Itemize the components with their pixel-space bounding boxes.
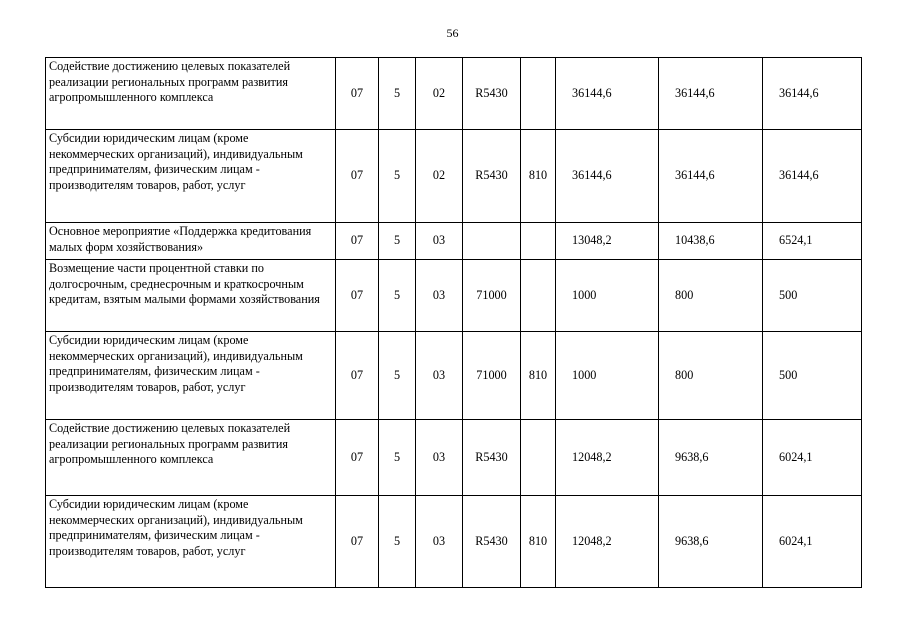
section-cell: 07 bbox=[336, 130, 379, 223]
target-item-cell: R5430 bbox=[463, 420, 521, 496]
expense-type-cell: 810 bbox=[521, 130, 556, 223]
row-name-cell: Содействие достижению целевых показателей реализации региональных программ развития агропромышленного комплекса bbox=[46, 420, 336, 496]
amount-year1-cell: 1000 bbox=[556, 332, 659, 420]
row-name-cell: Содействие достижению целевых показателей реализации региональных программ развития агропромышленного комплекса bbox=[46, 58, 336, 130]
section-cell: 07 bbox=[336, 58, 379, 130]
target-item-cell: R5430 bbox=[463, 58, 521, 130]
expense-type-cell bbox=[521, 223, 556, 260]
target-item-cell: R5430 bbox=[463, 130, 521, 223]
target-item-cell: 71000 bbox=[463, 260, 521, 332]
table-row bbox=[46, 420, 862, 496]
expense-type-cell: 810 bbox=[521, 496, 556, 588]
row-name-cell: Субсидии юридическим лицам (кроме некоммерческих организаций), индивидуальным предпринимателям, физическим лицам - производителям товаров, работ, услуг bbox=[46, 332, 336, 420]
table-row bbox=[46, 130, 862, 223]
table-row bbox=[46, 223, 862, 260]
program-code-cell: 03 bbox=[416, 496, 463, 588]
section-cell: 07 bbox=[336, 420, 379, 496]
program-code-cell: 03 bbox=[416, 260, 463, 332]
amount-year3-cell: 6024,1 bbox=[763, 496, 862, 588]
section-cell: 07 bbox=[336, 260, 379, 332]
amount-year2-cell: 9638,6 bbox=[659, 420, 763, 496]
amount-year1-cell: 12048,2 bbox=[556, 420, 659, 496]
table-row bbox=[46, 58, 862, 130]
program-code-cell: 03 bbox=[416, 332, 463, 420]
program-code-cell: 02 bbox=[416, 130, 463, 223]
section-cell: 07 bbox=[336, 496, 379, 588]
amount-year3-cell: 6024,1 bbox=[763, 420, 862, 496]
subsection-cell: 5 bbox=[379, 223, 416, 260]
row-name-cell: Субсидии юридическим лицам (кроме некоммерческих организаций), индивидуальным предпринимателям, физическим лицам - производителям товаров, работ, услуг bbox=[46, 130, 336, 223]
page-number: 56 bbox=[446, 26, 459, 40]
table-row bbox=[46, 332, 862, 420]
section-cell: 07 bbox=[336, 332, 379, 420]
expense-type-cell bbox=[521, 260, 556, 332]
amount-year2-cell: 10438,6 bbox=[659, 223, 763, 260]
amount-year1-cell: 36144,6 bbox=[556, 130, 659, 223]
amount-year1-cell: 12048,2 bbox=[556, 496, 659, 588]
subsection-cell: 5 bbox=[379, 496, 416, 588]
amount-year3-cell: 500 bbox=[763, 332, 862, 420]
program-code-cell: 02 bbox=[416, 58, 463, 130]
amount-year3-cell: 500 bbox=[763, 260, 862, 332]
table-row bbox=[46, 496, 862, 588]
target-item-cell: 71000 bbox=[463, 332, 521, 420]
row-name-cell: Возмещение части процентной ставки по долгосрочным, среднесрочным и краткосрочным кредитам, взятым малыми формами хозяйствования bbox=[46, 260, 336, 332]
program-code-cell: 03 bbox=[416, 420, 463, 496]
target-item-cell: R5430 bbox=[463, 496, 521, 588]
amount-year2-cell: 800 bbox=[659, 260, 763, 332]
subsection-cell: 5 bbox=[379, 130, 416, 223]
budget-table bbox=[45, 57, 862, 588]
subsection-cell: 5 bbox=[379, 58, 416, 130]
amount-year2-cell: 36144,6 bbox=[659, 130, 763, 223]
amount-year3-cell: 36144,6 bbox=[763, 58, 862, 130]
target-item-cell bbox=[463, 223, 521, 260]
amount-year2-cell: 36144,6 bbox=[659, 58, 763, 130]
subsection-cell: 5 bbox=[379, 260, 416, 332]
amount-year1-cell: 36144,6 bbox=[556, 58, 659, 130]
expense-type-cell bbox=[521, 420, 556, 496]
program-code-cell: 03 bbox=[416, 223, 463, 260]
table-row bbox=[46, 260, 862, 332]
amount-year2-cell: 9638,6 bbox=[659, 496, 763, 588]
subsection-cell: 5 bbox=[379, 332, 416, 420]
amount-year3-cell: 36144,6 bbox=[763, 130, 862, 223]
expense-type-cell bbox=[521, 58, 556, 130]
amount-year1-cell: 13048,2 bbox=[556, 223, 659, 260]
row-name-cell: Субсидии юридическим лицам (кроме некоммерческих организаций), индивидуальным предпринимателям, физическим лицам - производителям товаров, работ, услуг bbox=[46, 496, 336, 588]
amount-year3-cell: 6524,1 bbox=[763, 223, 862, 260]
subsection-cell: 5 bbox=[379, 420, 416, 496]
expense-type-cell: 810 bbox=[521, 332, 556, 420]
row-name-cell: Основное мероприятие «Поддержка кредитования малых форм хозяйствования» bbox=[46, 223, 336, 260]
amount-year1-cell: 1000 bbox=[556, 260, 659, 332]
section-cell: 07 bbox=[336, 223, 379, 260]
amount-year2-cell: 800 bbox=[659, 332, 763, 420]
